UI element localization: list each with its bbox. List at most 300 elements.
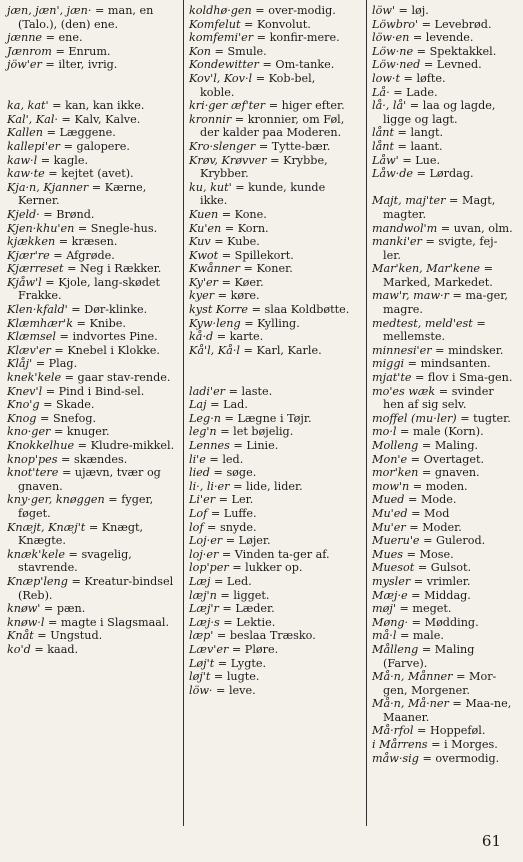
dictionary-entry: [7, 31, 175, 45]
entry-definition: = Kalv, Kalve.: [57, 112, 141, 126]
entry-definition: = magte i Slagsmaal.: [44, 615, 170, 629]
dictionary-entry: [189, 480, 352, 494]
entry-headword: løj't: [189, 670, 211, 684]
dictionary-entry: [189, 657, 352, 671]
entry-definition: = Luffe.: [207, 506, 257, 520]
entry-headword: leg'n: [189, 425, 217, 439]
entry-definition: = Køer.: [218, 275, 264, 289]
dictionary-entry: [372, 357, 515, 371]
entry-headword: Kov'l, Kov·l: [189, 71, 253, 85]
entry-headword: Kal', Kal·: [7, 112, 58, 126]
dictionary-entry: [189, 507, 352, 521]
dictionary-entry: [372, 589, 515, 603]
dictionary-entry: [189, 534, 352, 548]
entry-definition: = laant.: [393, 139, 443, 153]
entry-definition: = Plag.: [32, 357, 78, 371]
entry-headword: ku, kut': [189, 180, 232, 194]
entry-headword: li·, li·er: [189, 479, 230, 493]
dictionary-entry: [7, 58, 175, 72]
entry-gap: [189, 357, 352, 371]
entry-definition: = let bøjelig.: [216, 425, 294, 439]
dictionary-entry: [7, 276, 175, 303]
dictionary-entry: [7, 357, 175, 371]
entry-definition: = Lørdag.: [413, 167, 474, 181]
dictionary-entry: [372, 697, 515, 724]
dictionary-entry: [372, 140, 515, 154]
entry-definition: = Kreatur-bindsel (Reb).: [18, 574, 174, 602]
column-3: [372, 4, 515, 765]
dictionary-entry: [372, 724, 515, 738]
entry-definition: = Lygte.: [214, 656, 267, 670]
entry-headword: Kwot: [189, 248, 219, 262]
entry-headword: måw·sig: [372, 751, 419, 765]
entry-definition: = laa og lagde, ligge og lagt.: [383, 99, 496, 126]
entry-headword: mo'es wæk: [372, 384, 436, 398]
entry-headword: Klæv'er: [7, 343, 51, 357]
dictionary-entry: [189, 344, 352, 358]
dictionary-entry: [189, 330, 352, 344]
entry-definition: = Kludre-mikkel.: [74, 439, 175, 452]
entry-headword: kronnir: [189, 112, 232, 126]
entry-headword: Mar'ken, Mar'kene: [372, 262, 481, 276]
entry-definition: = ma-ger, magre.: [383, 289, 508, 317]
entry-headword: Knev'l: [7, 384, 43, 398]
column-rule: [366, 0, 367, 826]
entry-headword: moffel (mu·ler): [372, 411, 457, 425]
dictionary-entry: [189, 303, 352, 317]
entry-headword: møj': [372, 602, 396, 616]
entry-definition: = higer efter.: [265, 99, 345, 113]
entry-definition: = Løjer.: [222, 534, 271, 548]
dictionary-entry: [372, 425, 515, 439]
entry-definition: = gaar stav-rende.: [61, 371, 171, 385]
entry-definition: = svigte, fej-ler.: [383, 235, 498, 262]
dictionary-entry: [189, 589, 352, 603]
entry-definition: = kronnier, om Føl, der kalder paa Moderen.: [200, 112, 345, 140]
entry-definition: = Overtaget.: [407, 452, 485, 466]
dictionary-entry: [372, 616, 515, 630]
entry-headword: Mu'er: [372, 520, 406, 534]
dictionary-entry: [189, 289, 352, 303]
dictionary-entry: [189, 412, 352, 426]
entry-headword: Må·n, Må·ner: [372, 697, 449, 711]
dictionary-entry: [7, 45, 175, 59]
column-1: [7, 4, 175, 657]
entry-definition: = Ler.: [215, 493, 254, 507]
entry-headword: Komfelut: [189, 17, 241, 31]
entry-definition: = Mose.: [403, 547, 454, 561]
dictionary-entry: [372, 99, 515, 126]
dictionary-entry: [372, 344, 515, 358]
entry-definition: = Led.: [210, 574, 252, 588]
dictionary-entry: [189, 385, 352, 399]
entry-definition: = Hoppeføl.: [413, 724, 486, 738]
entry-definition: = Læder.: [218, 602, 275, 616]
entry-definition: = mindsker.: [431, 343, 504, 357]
dictionary-entry: [189, 222, 352, 236]
entry-headword: Kuen: [189, 207, 219, 221]
entry-definition: = Mode.: [404, 493, 457, 507]
entry-headword: kallepi'er: [7, 139, 61, 153]
entry-headword: löw': [372, 4, 395, 17]
dictionary-entry: [7, 616, 175, 630]
dictionary-entry: [7, 262, 175, 276]
entry-definition: = Marked, Markedet.: [383, 262, 493, 289]
entry-definition: = Kærne, Kerner.: [18, 180, 147, 208]
entry-definition: = tugter.: [456, 411, 511, 425]
dictionary-entry: [189, 643, 352, 657]
entry-headword: Krøv, Krøvver: [189, 153, 267, 167]
entry-headword: Kja·n, Kjanner: [7, 180, 89, 194]
entry-headword: Klæmhær'k: [7, 316, 73, 330]
entry-headword: lied: [189, 466, 210, 480]
dictionary-entry: [189, 113, 352, 140]
entry-definition: = Kube.: [210, 235, 260, 249]
dictionary-entry: [372, 222, 515, 236]
entry-headword: Læj·s: [189, 615, 220, 629]
entry-definition: = gnaven.: [418, 466, 480, 480]
dictionary-entry: [189, 181, 352, 208]
entry-definition: = Pind i Bind-sel.: [42, 384, 145, 398]
dictionary-entry: [7, 371, 175, 385]
entry-headword: Kon: [189, 44, 211, 58]
entry-definition: = Maling (Farve).: [383, 642, 475, 670]
entry-definition: = Levebrød.: [418, 17, 492, 31]
entry-headword: kaw·l: [7, 153, 38, 167]
entry-definition: = Linie.: [229, 439, 279, 452]
entry-headword: mo·l: [372, 425, 397, 439]
entry-definition: = Knægt, Knægte.: [18, 520, 144, 548]
entry-headword: Kuv: [189, 235, 211, 249]
dictionary-entry: [7, 317, 175, 331]
entry-headword: mysler: [372, 574, 411, 588]
entry-headword: Kjen·khu'en: [7, 221, 75, 235]
entry-definition: = beslaa Træsko.: [213, 629, 316, 643]
entry-headword: Löwbro': [372, 17, 419, 31]
entry-headword: Kallen: [7, 126, 44, 140]
entry-definition: = Læggene.: [43, 126, 116, 140]
entry-definition: = mellemste.: [383, 316, 486, 344]
entry-definition: = Snegle-hus.: [74, 221, 158, 235]
entry-definition: = kagle.: [37, 153, 89, 167]
dictionary-entry: [372, 126, 515, 140]
entry-headword: Må·n, Månner: [372, 670, 453, 684]
page-number: 61: [481, 832, 501, 850]
dictionary-entry: [372, 72, 515, 86]
entry-headword: Klæmsel: [7, 330, 56, 344]
dictionary-entry: [189, 154, 352, 181]
entry-definition: = Knebel i Klokke.: [50, 343, 160, 357]
entry-headword: Muesot: [372, 561, 415, 575]
entry-definition: = man, en (Talo.), (den) ene.: [18, 4, 154, 31]
entry-definition: = over-modig.: [251, 4, 336, 17]
dictionary-entry: [372, 493, 515, 507]
dictionary-entry: [372, 439, 515, 453]
dictionary-entry: [189, 684, 352, 698]
entry-definition: = Kone.: [218, 207, 267, 221]
entry-definition: = Vinden ta-ger af.: [218, 547, 330, 561]
dictionary-entry: [189, 398, 352, 412]
entry-headword: koldhø·gen: [189, 4, 252, 17]
entry-headword: Lå·: [372, 85, 390, 99]
entry-definition: = Neg i Rækker.: [63, 262, 162, 276]
entry-headword: Knokkelhue: [7, 439, 75, 452]
dictionary-entry: [189, 249, 352, 263]
entry-headword: Kjeld·: [7, 207, 40, 221]
entry-definition: = Lektie.: [219, 615, 276, 629]
dictionary-entry: [189, 466, 352, 480]
entry-headword: Mu'ed: [372, 506, 408, 520]
entry-definition: = Middag.: [407, 588, 471, 602]
entry-definition: = lukker op.: [228, 561, 303, 575]
dictionary-entry: [372, 670, 515, 697]
entry-headword: lop'per: [189, 561, 229, 575]
entry-definition: = Mødding.: [408, 615, 479, 629]
entry-headword: minnesi'er: [372, 343, 432, 357]
entry-headword: Læv'er: [189, 642, 229, 656]
dictionary-entry: [372, 480, 515, 494]
entry-definition: = lugte.: [210, 670, 260, 684]
entry-headword: mandwol'm: [372, 221, 438, 235]
entry-headword: Kå'l, Kå·l: [189, 343, 240, 357]
entry-definition: = svinder hen af sig selv.: [383, 384, 494, 412]
dictionary-entry: [189, 45, 352, 59]
entry-definition: = Mor-gen, Morgener.: [383, 670, 497, 697]
entry-definition: = Lægne i Tøjr.: [220, 411, 312, 425]
entry-definition: = Karl, Karle.: [239, 343, 322, 357]
entry-definition: = Ungstud.: [33, 629, 103, 643]
entry-headword: low·t: [372, 71, 400, 85]
entry-headword: ko'd: [7, 642, 31, 656]
dictionary-entry: [189, 72, 352, 99]
entry-headword: Kondewitter: [189, 58, 259, 72]
entry-headword: Löw·ned: [372, 58, 421, 72]
entry-headword: Loj·er: [189, 534, 223, 548]
entry-definition: = køre.: [214, 289, 260, 303]
entry-definition: = led.: [205, 452, 244, 466]
entry-definition: = Enrum.: [51, 44, 111, 58]
entry-headword: Laj: [189, 398, 207, 412]
entry-definition: = skændes.: [57, 452, 128, 466]
entry-definition: = flov i Sma-gen.: [411, 371, 513, 385]
dictionary-entry: [7, 208, 175, 222]
entry-headword: kny·ger, knøggen: [7, 493, 105, 507]
dictionary-entry: [7, 466, 175, 493]
entry-headword: maw'r, maw·r: [372, 289, 449, 303]
dictionary-entry: [372, 643, 515, 670]
dictionary-entry: [7, 493, 175, 520]
entry-definition: = Snefog.: [36, 411, 97, 425]
entry-headword: Møng·: [372, 615, 409, 629]
entry-headword: knæk'kele: [7, 547, 65, 561]
dictionary-entry: [7, 235, 175, 249]
dictionary-entry: [189, 31, 352, 45]
entry-headword: Kno'g: [7, 398, 40, 412]
entry-definition: = snyde.: [203, 520, 257, 534]
dictionary-entry: [7, 222, 175, 236]
entry-definition: = Gulerod.: [419, 534, 486, 548]
entry-definition: = karte.: [213, 330, 264, 344]
entry-headword: knop'pes: [7, 452, 58, 466]
entry-definition: = Moder.: [405, 520, 462, 534]
dictionary-entry: [372, 507, 515, 521]
entry-headword: Löw·ne: [372, 44, 414, 58]
entry-definition: = Skade.: [39, 398, 95, 412]
dictionary-entry: [372, 534, 515, 548]
entry-headword: ka, kat': [7, 99, 49, 113]
entry-headword: Kjåw'l: [7, 275, 42, 289]
entry-definition: = Kob-bel, koble.: [200, 71, 316, 99]
entry-definition: = overmodig.: [418, 751, 500, 765]
dictionary-entry: [189, 629, 352, 643]
dictionary-entry: [7, 99, 175, 113]
entry-definition: = fyger, føget.: [18, 493, 154, 520]
entry-headword: kyer: [189, 289, 215, 303]
entry-definition: = Levned.: [420, 58, 482, 72]
dictionary-entry: [7, 113, 175, 127]
dictionary-entry: [372, 31, 515, 45]
entry-definition: = Spektakkel.: [413, 44, 497, 58]
entry-headword: Læj'r: [189, 602, 219, 616]
entry-definition: = løj.: [394, 4, 429, 17]
dictionary-entry: [189, 453, 352, 467]
entry-headword: Majt, maj'ter: [372, 194, 446, 208]
entry-definition: = Mod: [407, 506, 450, 520]
entry-headword: kaw·te: [7, 167, 45, 181]
entry-headword: kri·ger æf'ter: [189, 99, 266, 113]
dictionary-entry: [372, 738, 515, 752]
dictionary-entry: [189, 18, 352, 32]
entry-definition: = pæn.: [40, 602, 86, 616]
entry-headword: mor'ken: [372, 466, 419, 480]
entry-headword: Ku'en: [189, 221, 222, 235]
entry-definition: = kunde, kunde ikke.: [200, 180, 326, 208]
entry-definition: = Konvolut.: [240, 17, 311, 31]
dictionary-entry: [189, 317, 352, 331]
entry-headword: Lennes: [189, 439, 230, 452]
entry-headword: kno·ger: [7, 425, 51, 439]
entry-definition: = Lue.: [398, 153, 441, 167]
entry-headword: Kjærreset: [7, 262, 64, 276]
entry-definition: = i Morges.: [427, 738, 498, 752]
entry-definition: = knuger.: [50, 425, 110, 439]
dictionary-entry: [7, 439, 175, 453]
dictionary-entry: [189, 548, 352, 562]
entry-headword: mow'n: [372, 479, 410, 493]
entry-headword: lå·, lå': [372, 99, 407, 113]
dictionary-entry: [7, 181, 175, 208]
entry-headword: Målleng: [372, 642, 419, 656]
entry-definition: = levende.: [409, 31, 474, 45]
entry-definition: = vrimler.: [410, 574, 471, 588]
entry-headword: kå·d: [189, 330, 214, 344]
entry-headword: loj·er: [189, 547, 219, 561]
dictionary-entry: [189, 493, 352, 507]
entry-headword: Ky'er: [189, 275, 219, 289]
entry-definition: = indvortes Pine.: [56, 330, 158, 344]
dictionary-entry: [7, 453, 175, 467]
entry-definition: = langt.: [393, 126, 444, 140]
entry-definition: = Brønd.: [39, 207, 95, 221]
entry-headword: Kyw·leng: [189, 316, 241, 330]
dictionary-entry: [7, 602, 175, 616]
entry-definition: = Krybbe, Krybber.: [200, 153, 328, 181]
dictionary-entry: [7, 412, 175, 426]
entry-headword: kyst Korre: [189, 303, 249, 317]
entry-definition: = kaad.: [30, 642, 79, 656]
dictionary-entry: [7, 575, 175, 602]
dictionary-entry: [7, 385, 175, 399]
entry-headword: Kro·slenger: [189, 139, 256, 153]
dictionary-entry: [7, 4, 175, 31]
dictionary-entry: [372, 86, 515, 100]
entry-definition: = laste.: [225, 384, 273, 398]
entry-headword: Læj: [189, 574, 211, 588]
dictionary-entry: [189, 276, 352, 290]
entry-definition: = Maling.: [418, 439, 479, 452]
entry-headword: löw·en: [372, 31, 410, 45]
entry-headword: li'e: [189, 452, 206, 466]
dictionary-entry: [189, 99, 352, 113]
entry-headword: Mueru'e: [372, 534, 420, 548]
entry-headword: læp': [189, 629, 214, 643]
entry-definition: = svagelig, stavrende.: [18, 547, 132, 575]
entry-headword: mjat'te: [372, 371, 412, 385]
dictionary-entry: [189, 235, 352, 249]
entry-definition: = Kjole, lang-skødet Frakke.: [18, 275, 161, 303]
entry-headword: læj'n: [189, 588, 217, 602]
dictionary-entry: [189, 4, 352, 18]
entry-definition: = ene.: [42, 31, 83, 45]
entry-definition: = Lade.: [389, 85, 438, 99]
entry-definition: = slaa Koldbøtte.: [248, 303, 350, 317]
dictionary-entry: [189, 58, 352, 72]
entry-definition: = Gulsot.: [414, 561, 472, 575]
entry-definition: = male.: [396, 629, 444, 643]
entry-headword: Knåt: [7, 629, 34, 643]
entry-definition: = Smule.: [211, 44, 267, 58]
dictionary-entry: [7, 167, 175, 181]
dictionary-entry: [7, 126, 175, 140]
entry-headword: Mon'e: [372, 452, 408, 466]
dictionary-entry: [372, 575, 515, 589]
entry-definition: = Lad.: [206, 398, 248, 412]
entry-headword: knot'tere: [7, 466, 59, 480]
entry-headword: Li'er: [189, 493, 216, 507]
entry-definition: = Pløre.: [228, 642, 279, 656]
entry-headword: manki'er: [372, 235, 422, 249]
entry-definition: = konfir-mere.: [253, 31, 340, 45]
dictionary-entry: [189, 140, 352, 154]
entry-definition: = lide, lider.: [229, 479, 303, 493]
dictionary-entry: [189, 575, 352, 589]
dictionary-entry: [372, 18, 515, 32]
entry-headword: Løj't: [189, 656, 215, 670]
dictionary-entry: [7, 330, 175, 344]
entry-definition: = Tytte-bær.: [255, 139, 331, 153]
entry-gap: [372, 181, 515, 195]
dictionary-entry: [7, 154, 175, 168]
entry-definition: = kan, kan ikke.: [48, 99, 145, 113]
entry-definition: = Kylling.: [240, 316, 300, 330]
dictionary-entry: [372, 453, 515, 467]
dictionary-entry: [372, 194, 515, 221]
dictionary-entry: [189, 670, 352, 684]
entry-headword: knek'kele: [7, 371, 62, 385]
entry-definition: = Koner.: [239, 262, 293, 276]
dictionary-entry: [7, 629, 175, 643]
dictionary-entry: [372, 371, 515, 385]
